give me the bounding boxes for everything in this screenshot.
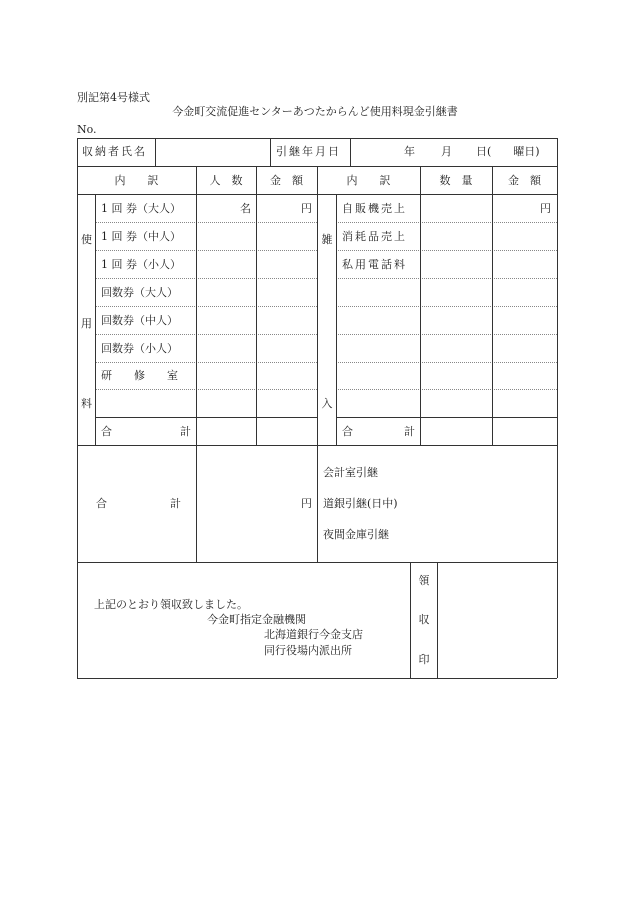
month-label: 月	[441, 145, 452, 158]
usage-row-label: 1 回 券（小人）	[101, 258, 181, 271]
transfer-option-accounting-office[interactable]: 会計室引継	[323, 466, 378, 479]
receipt-statement: 上記のとおり領収致しました。	[94, 598, 248, 611]
usage-row-label: 1 回 券（大人）	[101, 202, 181, 215]
transfer-option-dogin-daytime[interactable]: 道銀引継(日中)	[323, 497, 398, 510]
usage-people-input-column[interactable]	[197, 196, 255, 416]
grand-total-label-char: 合	[96, 497, 107, 510]
seal-label-char: 収	[418, 613, 430, 626]
misc-row-label: 消耗品売上	[342, 230, 407, 243]
usage-row-label: 回数券（大人）	[101, 286, 178, 299]
bank-line: 同行役場内派出所	[264, 644, 352, 657]
misc-subtotal-label-char: 計	[404, 425, 415, 438]
receipt-seal-box[interactable]	[438, 564, 556, 677]
seal-label-char: 印	[418, 653, 430, 666]
collector-name-field[interactable]	[157, 140, 268, 164]
seal-label-char: 領	[418, 574, 430, 587]
usage-fee-label-char: 用	[81, 317, 92, 330]
col-header-right-item: 内 訳	[346, 174, 391, 187]
transfer-option-night-safe[interactable]: 夜間金庫引継	[323, 528, 389, 541]
bank-line: 北海道銀行今金支店	[264, 628, 363, 641]
misc-row-label: 自販機売上	[342, 202, 407, 215]
misc-subtotal-label-char: 合	[342, 425, 353, 438]
misc-row-label: 私用電話料	[342, 258, 407, 271]
unit-people-label: 名	[240, 202, 251, 215]
usage-fee-label-char: 使	[81, 233, 92, 246]
col-header-quantity: 数 量	[439, 174, 473, 187]
grand-total-amount-field[interactable]	[197, 447, 316, 561]
col-header-people: 人 数	[209, 174, 243, 187]
unit-yen-label: 円	[540, 202, 551, 215]
usage-subtotal-label-char: 合	[101, 425, 112, 438]
col-header-left-amount: 金 額	[270, 174, 303, 187]
unit-yen-label: 円	[301, 202, 312, 215]
misc-income-label-char: 雑	[321, 233, 333, 246]
no-label: No.	[77, 123, 97, 136]
misc-income-label-char: 入	[321, 397, 333, 410]
bank-line: 今金町指定金融機関	[207, 613, 306, 626]
usage-fee-label-char: 料	[81, 397, 92, 410]
usage-row-label: 研 修 室	[101, 369, 178, 382]
grand-total-yen-label: 円	[301, 497, 312, 510]
usage-row-label: 1 回 券（中人）	[101, 230, 181, 243]
misc-amount-input-column[interactable]	[493, 196, 556, 444]
usage-row-label: 回数券（小人）	[101, 342, 178, 355]
col-header-left-item: 内 訳	[114, 174, 159, 187]
document-title: 今金町交流促進センターあつたからんど使用料現金引継書	[172, 105, 458, 118]
usage-amount-input-column[interactable]	[257, 196, 316, 444]
year-label: 年	[404, 145, 415, 158]
grand-total-label-char: 計	[170, 497, 181, 510]
collector-name-label: 収納者氏名	[82, 145, 147, 158]
transfer-date-label: 引継年月日	[276, 145, 341, 158]
usage-row-label: 回数券（中人）	[101, 314, 178, 327]
misc-quantity-input-column[interactable]	[421, 196, 491, 444]
form-id: 別記第4号様式	[77, 91, 150, 104]
usage-subtotal-label-char: 計	[180, 425, 191, 438]
day-weekday-label: 日( 曜日)	[476, 145, 540, 158]
col-header-right-amount: 金 額	[508, 174, 541, 187]
